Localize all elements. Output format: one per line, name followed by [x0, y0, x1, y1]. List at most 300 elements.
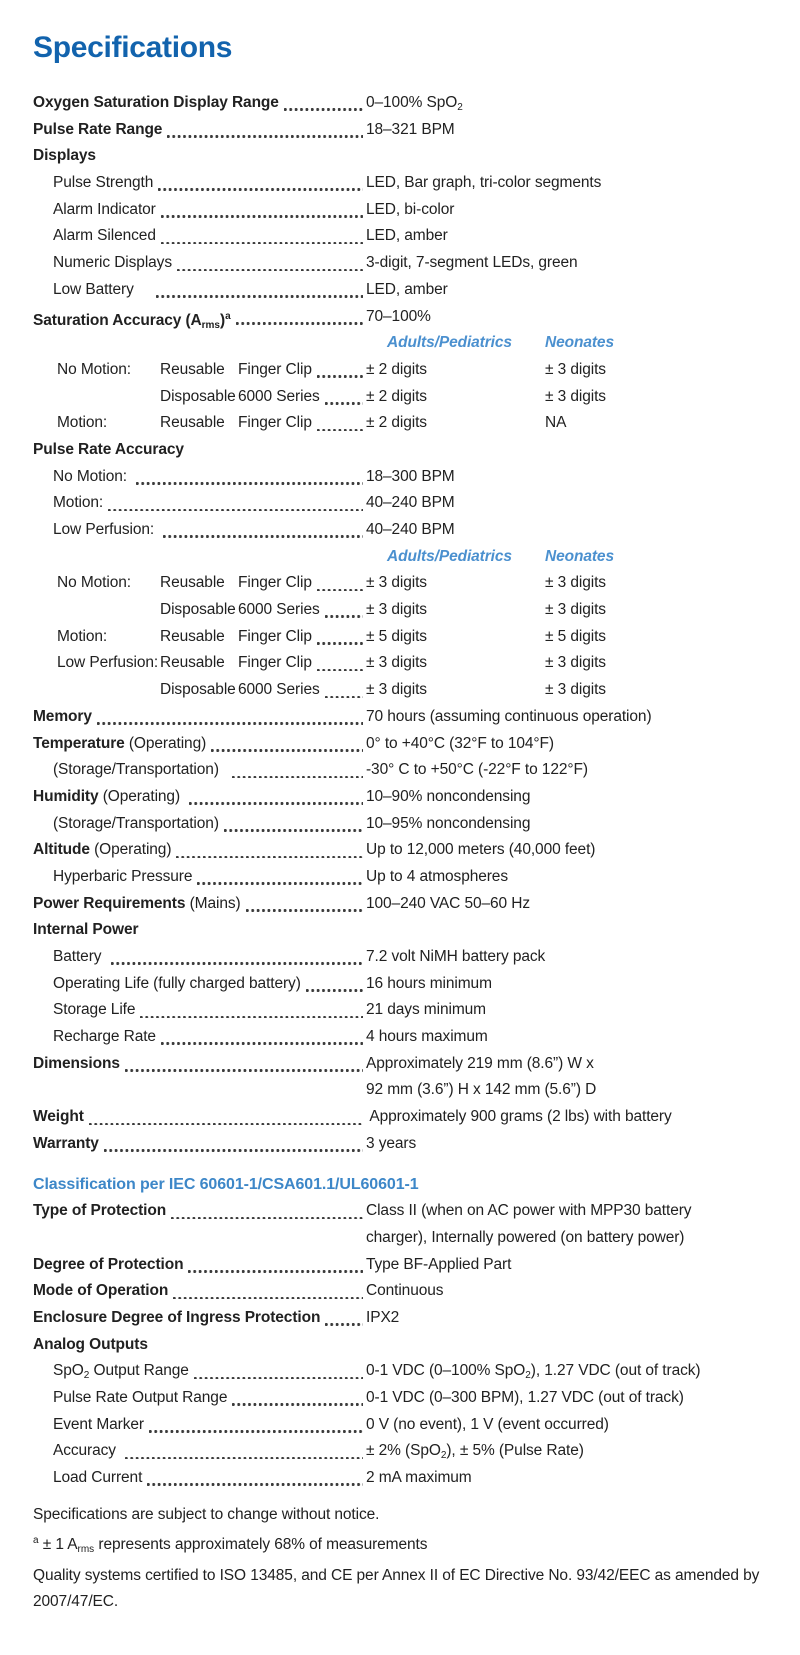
dot-leader [108, 490, 363, 511]
cell-neonates-value: ± 3 digits [545, 360, 606, 378]
text-segment: LED, amber [366, 280, 448, 298]
spec-row [33, 464, 770, 491]
section-label [33, 437, 184, 464]
table-row [33, 677, 770, 704]
text-segment: LED, amber [366, 227, 448, 245]
text-segment: Alarm Indicator [53, 200, 156, 218]
text-segment: Internal Power [33, 921, 139, 939]
text-segment: Operating Life (fully charged battery) [53, 974, 301, 992]
spec-value [366, 170, 770, 197]
spec-label-area [33, 1198, 366, 1225]
spec-label-area [33, 464, 366, 491]
spec-label-area [33, 1131, 366, 1158]
spec-label-area [33, 891, 366, 918]
cell-neonates-value: ± 3 digits [545, 574, 606, 592]
spec-label-area [33, 1252, 366, 1279]
dot-leader [147, 1465, 363, 1486]
cell-sensor-name [238, 570, 366, 597]
spec-label-area [33, 1465, 366, 1492]
cell-adults-pediatrics-value: ± 2 digits [366, 387, 427, 405]
spec-value-continued [366, 1225, 770, 1252]
spec-row [33, 223, 770, 250]
text-segment: charger), Internally powered (on battery power) [366, 1228, 685, 1246]
spec-value [366, 837, 770, 864]
dot-leader [188, 1252, 363, 1273]
spec-label [33, 891, 185, 918]
spec-label-area [33, 90, 366, 117]
spec-row [33, 1438, 770, 1465]
text-segment: 0–100% SpO [366, 94, 458, 111]
text-segment: 3-digit, 7-segment LEDs, green [366, 254, 578, 272]
spec-value [366, 223, 770, 250]
spec-label [53, 197, 156, 224]
spec-label-area [33, 1278, 366, 1305]
cell-sensor-type: Disposable [160, 387, 236, 405]
spec-label-area [33, 731, 366, 758]
spec-label [33, 784, 99, 811]
spec-label-suffix [185, 891, 240, 918]
spec-row [33, 197, 770, 224]
text-segment: No Motion: [53, 467, 132, 485]
spec-label [33, 704, 92, 731]
spec-row [33, 250, 770, 277]
spec-label-area [33, 757, 366, 784]
text-segment: 70–100% [366, 307, 431, 325]
subscript: rms [77, 1543, 95, 1555]
cell-sensor-type: Disposable [160, 601, 236, 619]
text-segment: Mode of Operation [33, 1282, 169, 1300]
text-segment: Storage Life [53, 1001, 136, 1019]
section-heading [33, 437, 770, 464]
text-segment: 3 years [366, 1134, 417, 1152]
spec-row [33, 490, 770, 517]
spec-label [53, 811, 219, 838]
spec-label-area [33, 864, 366, 891]
text-segment: (Mains) [185, 894, 241, 912]
spec-label [53, 971, 301, 998]
table-row [33, 650, 770, 677]
spec-label [53, 757, 227, 784]
spec-label [53, 223, 156, 250]
spec-list [33, 90, 770, 1615]
spec-value [366, 1465, 770, 1492]
dot-leader [177, 250, 363, 271]
spec-row [33, 971, 770, 998]
cell-sensor-name [238, 357, 366, 384]
spec-label-area [33, 517, 366, 544]
dot-leader [176, 837, 363, 858]
spec-value [366, 784, 770, 811]
spec-value [366, 944, 770, 971]
dot-leader [89, 1104, 363, 1125]
dot-leader [317, 650, 363, 671]
spec-label [33, 731, 125, 758]
spec-label [33, 837, 90, 864]
dot-leader [104, 1131, 363, 1152]
spec-label-area [33, 811, 366, 838]
spec-label [33, 1198, 166, 1225]
dot-leader [317, 570, 363, 591]
table-header-cells [366, 330, 770, 357]
sensor-name-text: 6000 Series [238, 601, 320, 619]
cell-sensor-type: Reusable [160, 414, 225, 432]
spec-row [33, 1305, 770, 1332]
sensor-name-text: Finger Clip [238, 627, 312, 645]
spec-label [53, 170, 153, 197]
text-segment: ), 1.27 VDC (out of track) [530, 1362, 701, 1380]
text-segment: Specifications are subject to change without notice. [33, 1505, 380, 1523]
subscript: 2 [440, 1450, 447, 1462]
cell-sensor-type: Disposable [160, 681, 236, 699]
table-row [33, 624, 770, 651]
table-row [33, 357, 770, 384]
sensor-name-text: Finger Clip [238, 360, 312, 378]
text-segment: Accuracy [53, 1442, 121, 1460]
cell-adults-pediatrics-value: ± 2 digits [366, 360, 427, 378]
dot-leader [161, 223, 363, 244]
spec-value [366, 250, 770, 277]
spec-label-area [33, 944, 366, 971]
spec-value [366, 517, 770, 544]
spec-row [33, 1358, 770, 1385]
dot-leader [156, 277, 363, 298]
spec-row [33, 1198, 770, 1225]
text-segment: ± 2% (SpO [366, 1442, 441, 1460]
text-segment: Class II (when on AC power with MPP30 battery [366, 1202, 692, 1220]
spec-row [33, 1278, 770, 1305]
spec-label-area [33, 784, 366, 811]
text-segment: 40–240 BPM [366, 521, 455, 538]
text-segment: Warranty [33, 1134, 99, 1152]
spec-label [53, 277, 151, 304]
spec-row [33, 1131, 770, 1158]
text-segment: (Operating) [89, 841, 172, 859]
text-segment: Event Marker [53, 1415, 144, 1433]
section-heading [33, 917, 770, 944]
spec-row [33, 1051, 770, 1078]
spec-value [366, 1024, 770, 1051]
spec-label [53, 864, 192, 891]
text-segment: LED, Bar graph, tri-color segments [366, 174, 602, 192]
cell-neonates-value: ± 5 digits [545, 627, 606, 645]
cell-condition: No Motion: [57, 574, 131, 592]
text-segment: Pulse Strength [53, 174, 154, 192]
subscript: 2 [83, 1370, 90, 1382]
text-segment: Quality systems certified to ISO 13485, and CE per Annex II of EC Directive No. 93/42/EEC as amended by 2007/47/EC. [33, 1566, 764, 1610]
text-segment: Type of Protection [33, 1202, 167, 1220]
spec-label-area [33, 997, 366, 1024]
spec-row [33, 117, 770, 144]
dot-leader [167, 117, 363, 138]
spec-value [366, 1252, 770, 1279]
column-header-adults-pediatrics: Adults/Pediatrics [387, 334, 512, 352]
spec-row [33, 704, 770, 731]
text-segment: IPX2 [366, 1308, 400, 1326]
table-row [33, 410, 770, 437]
cell-adults-pediatrics-value: ± 3 digits [366, 654, 427, 672]
spec-value [366, 1278, 770, 1305]
dot-leader [189, 784, 363, 805]
spec-label [53, 1385, 227, 1412]
text-segment: 4 hours maximum [366, 1028, 488, 1046]
cell-sensor-name [238, 650, 366, 677]
table-header-cells [366, 544, 770, 571]
spec-row [33, 731, 770, 758]
text-segment: Up to 4 atmospheres [366, 867, 508, 885]
text-segment: Motion: [53, 494, 104, 512]
spec-label [53, 944, 106, 971]
spec-label-area [33, 250, 366, 277]
spec-row [33, 1252, 770, 1279]
dot-leader [325, 1305, 363, 1326]
spec-row [33, 517, 770, 544]
text-segment: Low Perfusion: [53, 521, 159, 538]
dot-leader [173, 1278, 363, 1299]
dot-leader [97, 704, 363, 725]
spec-value [366, 811, 770, 838]
text-segment: Approximately 900 grams (2 lbs) with battery [366, 1108, 672, 1126]
text-segment: Memory [33, 707, 92, 725]
spec-label [33, 1051, 120, 1078]
footer-note [33, 1563, 770, 1615]
spec-label-area [33, 1438, 366, 1465]
spec-value [366, 1198, 770, 1225]
spec-row [33, 864, 770, 891]
cell-adults-pediatrics-value: ± 5 digits [366, 627, 427, 645]
text-segment: 10–90% noncondensing [366, 787, 531, 805]
dot-leader [197, 864, 363, 885]
text-segment: Load Current [53, 1469, 143, 1487]
text-segment: (Operating) [124, 734, 207, 752]
spec-value [366, 117, 770, 144]
spec-value [366, 1412, 770, 1439]
dot-leader [325, 597, 363, 618]
text-segment: Humidity [33, 787, 99, 805]
text-segment: Dimensions [33, 1054, 120, 1072]
text-segment: 92 mm (3.6”) H x 142 mm (5.6”) D [366, 1081, 597, 1099]
spec-label [53, 997, 135, 1024]
spec-value [366, 464, 770, 491]
section-heading [33, 1332, 770, 1359]
spec-label-area [33, 223, 366, 250]
spec-value [366, 1131, 770, 1158]
value-continuation-row [33, 1077, 770, 1104]
text-segment: Recharge Rate [53, 1028, 156, 1046]
dot-leader [140, 997, 363, 1018]
spec-label-suffix [99, 784, 185, 811]
dot-leader [317, 624, 363, 645]
text-segment: Oxygen Saturation Display Range [33, 94, 279, 111]
text-segment: ± 1 A [38, 1535, 78, 1553]
text-segment: Alarm Silenced [53, 227, 156, 245]
cell-adults-pediatrics-value: ± 2 digits [366, 414, 427, 432]
spec-label-area [33, 277, 366, 304]
cell-sensor-type: Reusable [160, 654, 225, 672]
spec-row [33, 944, 770, 971]
spec-row [33, 837, 770, 864]
spec-label [33, 1252, 183, 1279]
text-segment: ) [220, 311, 226, 329]
text-segment: 18–321 BPM [366, 120, 455, 138]
cell-sensor-type: Reusable [160, 627, 225, 645]
spec-row [33, 90, 770, 117]
cell-neonates-value: ± 3 digits [545, 681, 606, 699]
sensor-name-text: Finger Clip [238, 574, 312, 592]
dot-leader [149, 1412, 363, 1433]
column-header-neonates: Neonates [545, 334, 614, 352]
spec-label-area [33, 1305, 366, 1332]
spec-label [33, 304, 231, 340]
spec-label-suffix [90, 837, 172, 864]
text-segment: Continuous [366, 1282, 444, 1300]
table-header-row [33, 544, 770, 571]
cell-sensor-type: Reusable [160, 360, 225, 378]
text-segment: 21 days minimum [366, 1001, 486, 1019]
text-segment: LED, bi-color [366, 200, 455, 218]
text-segment: Type BF-Applied Part [366, 1255, 512, 1273]
spec-label [53, 1465, 142, 1492]
superscript: a [33, 1534, 39, 1546]
text-segment: Power Requirements [33, 894, 186, 912]
dot-leader [224, 811, 363, 832]
value-continuation-row [33, 1225, 770, 1252]
cell-sensor-type: Reusable [160, 574, 225, 592]
spec-value [366, 1051, 770, 1078]
text-segment: Pulse Rate Accuracy [33, 440, 184, 458]
spec-label [53, 250, 172, 277]
cell-adults-pediatrics-value: ± 3 digits [366, 574, 427, 592]
text-segment: 40–240 BPM [366, 494, 455, 512]
spec-value [366, 197, 770, 224]
cell-sensor-name [238, 410, 366, 437]
spec-row [33, 811, 770, 838]
spec-label-area [33, 1051, 366, 1078]
subscript: 2 [525, 1370, 531, 1382]
spec-row [33, 891, 770, 918]
table-row [33, 597, 770, 624]
text-segment: SpO [53, 1362, 84, 1380]
spec-row [33, 304, 770, 331]
text-segment: (Operating) [98, 787, 185, 805]
text-segment: Temperature [33, 734, 125, 752]
cell-sensor-name [238, 624, 366, 651]
spec-label-area [33, 1385, 366, 1412]
cell-neonates-value: NA [545, 414, 567, 432]
cell-adults-pediatrics-value: ± 3 digits [366, 681, 427, 699]
dot-leader [232, 1385, 363, 1406]
table-row [33, 384, 770, 411]
text-segment: Numeric Displays [53, 254, 172, 272]
dot-leader [125, 1051, 363, 1072]
spec-label-area [33, 170, 366, 197]
spec-value [366, 891, 770, 918]
spec-row [33, 170, 770, 197]
text-segment: 2 mA maximum [366, 1469, 472, 1487]
text-segment: Approximately 219 mm (8.6”) W x [366, 1054, 594, 1072]
cell-condition: Low Perfusion: [57, 654, 159, 672]
cell-neonates-value: ± 3 digits [545, 601, 606, 619]
dot-leader [325, 384, 363, 405]
dot-leader [171, 1198, 363, 1219]
spec-label-area [33, 1024, 366, 1051]
dot-leader [161, 197, 363, 218]
section-label [33, 1332, 148, 1359]
spec-label [33, 1131, 99, 1158]
text-segment: Battery [53, 948, 106, 965]
text-segment: Up to 12,000 meters (40,000 feet) [366, 841, 596, 859]
section-label [33, 917, 138, 944]
text-segment: Degree of Protection [33, 1255, 184, 1273]
dot-leader [232, 757, 363, 778]
spec-value [366, 1385, 770, 1412]
spec-value [366, 277, 770, 304]
spec-value [366, 731, 770, 758]
page-title: Specifications [33, 31, 233, 64]
text-segment: (Storage/Transportation) [53, 761, 228, 779]
spec-value [366, 971, 770, 998]
cell-neonates-value: ± 3 digits [545, 387, 606, 405]
superscript: a [225, 310, 231, 322]
spec-label [53, 464, 131, 491]
cell-condition: Motion: [57, 414, 108, 432]
dot-leader [194, 1358, 363, 1379]
dot-leader [246, 891, 363, 912]
spec-value [366, 704, 770, 731]
classification-heading [33, 1172, 770, 1199]
subscript: 2 [457, 102, 463, 113]
text-segment: 0-1 VDC (0–100% SpO [366, 1362, 526, 1380]
text-segment: represents approximately 68% of measurements [94, 1535, 428, 1553]
spec-row [33, 1104, 770, 1131]
text-segment: ), ± 5% (Pulse Rate) [446, 1442, 584, 1460]
spec-value [366, 757, 770, 784]
text-segment: 0-1 VDC (0–300 BPM), 1.27 VDC (out of track) [366, 1389, 684, 1406]
spec-label-area [33, 704, 366, 731]
section-label [33, 143, 96, 170]
column-header-neonates: Neonates [545, 547, 614, 565]
dot-leader [317, 357, 363, 378]
dot-leader [284, 90, 363, 111]
dot-leader [306, 971, 363, 992]
text-segment: 10–95% noncondensing [366, 814, 531, 832]
cell-condition: No Motion: [57, 360, 131, 378]
dot-leader [158, 170, 363, 191]
spec-label [33, 1305, 320, 1332]
spec-label-area [33, 837, 366, 864]
text-segment: 7.2 volt NiMH battery pack [366, 948, 546, 965]
spec-value [366, 1305, 770, 1332]
text-segment: Pulse Rate Output Range [53, 1389, 228, 1406]
spec-label [53, 1438, 120, 1465]
subscript: rms [201, 319, 220, 331]
spec-label-area [33, 304, 366, 340]
dot-leader [325, 677, 363, 698]
column-header-adults-pediatrics: Adults/Pediatrics [387, 547, 512, 565]
dot-leader [136, 464, 363, 485]
spec-label-area [33, 197, 366, 224]
dot-leader [317, 410, 363, 431]
spec-value [366, 1104, 770, 1131]
spec-label-area [33, 117, 366, 144]
table-row [33, 570, 770, 597]
cell-sensor-name [238, 597, 366, 624]
text-segment: Displays [33, 147, 96, 165]
spec-row [33, 1465, 770, 1492]
spec-label-area [33, 1104, 366, 1131]
cell-adults-pediatrics-value: ± 3 digits [366, 601, 427, 619]
spec-value [366, 997, 770, 1024]
cell-sensor-name [238, 677, 366, 704]
